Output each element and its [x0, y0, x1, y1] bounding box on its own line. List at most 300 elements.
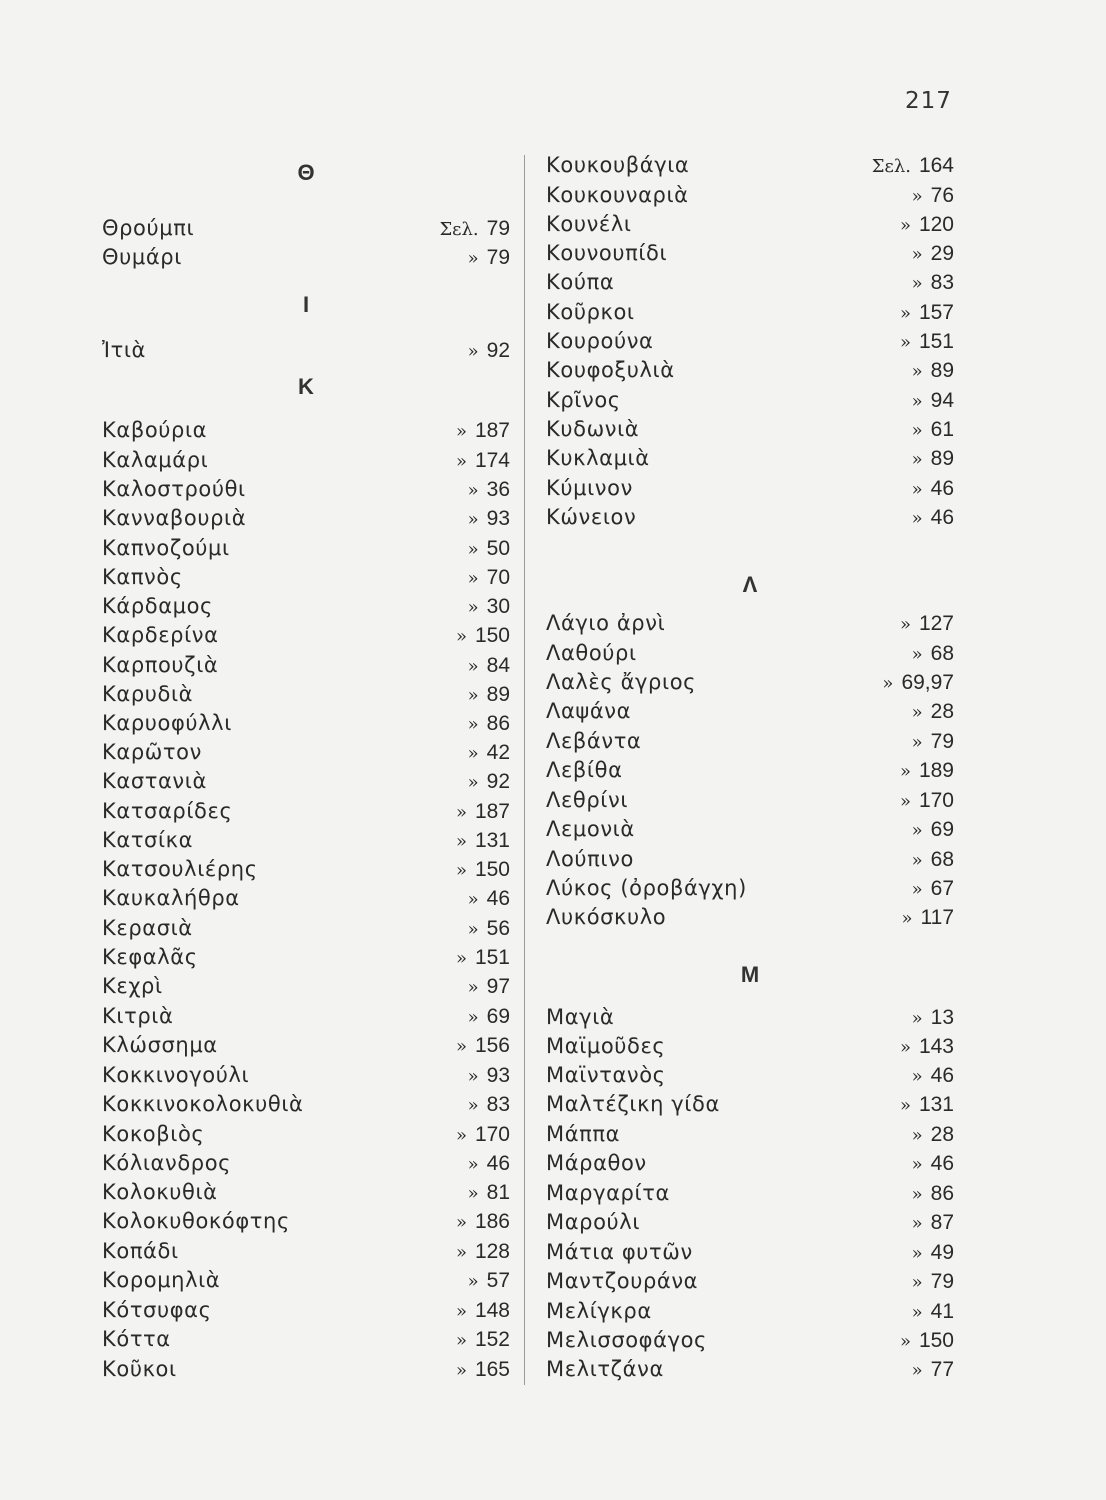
section-letter-heading: Θ [297, 160, 315, 185]
ditto-mark: » [911, 1125, 923, 1146]
index-entry [544, 1208, 956, 1237]
page-reference [468, 1178, 510, 1208]
page-number-ref: 148 [474, 1299, 510, 1322]
page-reference [912, 386, 954, 416]
page-reference [900, 786, 954, 816]
index-entry [544, 668, 956, 697]
ditto-mark: » [455, 948, 467, 969]
page-reference [912, 1061, 954, 1091]
index-entry [100, 1207, 512, 1236]
ditto-mark: » [911, 879, 923, 900]
index-entry [100, 621, 512, 650]
index-entry [544, 327, 956, 356]
index-term: Λαλὲς ἄγριος [546, 670, 697, 694]
ditto-mark: » [467, 1154, 479, 1175]
page-reference [882, 668, 954, 698]
index-entry [100, 709, 512, 738]
page-number-ref: 41 [930, 1300, 954, 1323]
index-term: Μάραθον [546, 1151, 647, 1175]
index-term: Κατσαρίδες [102, 799, 233, 823]
page-reference [456, 826, 510, 856]
page-reference [468, 1266, 510, 1296]
ditto-mark: » [455, 1330, 467, 1351]
index-term: Κοῦκοι [102, 1357, 177, 1381]
page-reference [912, 503, 954, 533]
index-entry [544, 1149, 956, 1178]
index-entry [100, 563, 512, 592]
page-reference [468, 1090, 510, 1120]
page-reference [900, 210, 954, 240]
page-reference [872, 151, 954, 181]
page-number-ref: 170 [918, 789, 954, 812]
page-number-ref: 69,97 [901, 671, 954, 694]
page-number-ref: 187 [474, 800, 510, 823]
ditto-mark: » [467, 685, 479, 706]
index-term: Ἰτιὰ [102, 338, 146, 362]
ditto-mark: » [899, 1037, 911, 1058]
page-reference [912, 845, 954, 875]
page-reference [456, 1120, 510, 1150]
ditto-mark: » [455, 802, 467, 823]
page-reference [468, 336, 510, 366]
page-reference [902, 903, 955, 933]
index-term: Μελιτζάνα [546, 1357, 664, 1381]
page-number-ref: 92 [486, 770, 510, 793]
page-number-ref: 174 [474, 449, 510, 472]
ditto-mark: » [455, 451, 467, 472]
page-reference [912, 1355, 954, 1385]
page-number-ref: 77 [930, 1358, 954, 1381]
page-number-ref: 89 [930, 447, 954, 470]
page-reference [912, 181, 954, 211]
ditto-mark: » [911, 420, 923, 441]
ditto-mark: » [911, 1213, 923, 1234]
page-number: 217 [905, 88, 952, 114]
index-entry [544, 1267, 956, 1296]
page-number-ref: 89 [930, 359, 954, 382]
index-term: Κοῦρκοι [546, 300, 635, 324]
index-entry [100, 336, 512, 365]
page-number-ref: 93 [486, 507, 510, 530]
page-number-ref: 120 [918, 213, 954, 236]
page-reference [468, 592, 510, 622]
page-reference [468, 563, 510, 593]
ditto-mark: » [911, 273, 923, 294]
page-reference [468, 475, 510, 505]
index-entry [544, 845, 956, 874]
index-entry [100, 680, 512, 709]
index-term: Λάγιο ἀρνὶ [546, 611, 666, 635]
ditto-mark: » [467, 480, 479, 501]
page-number-ref: 79 [930, 1270, 954, 1293]
index-entry [544, 874, 956, 903]
index-entry [544, 609, 956, 638]
page-number-ref: 165 [474, 1358, 510, 1381]
page-number-ref: 131 [474, 829, 510, 852]
index-term: Κλώσσημα [102, 1033, 218, 1057]
ditto-mark: » [899, 215, 911, 236]
index-entry [100, 1266, 512, 1295]
ditto-mark: » [899, 332, 911, 353]
index-entry [100, 1355, 512, 1384]
page-number-ref: 36 [486, 478, 510, 501]
ditto-mark: » [899, 1331, 911, 1352]
index-term: Μάππα [546, 1122, 621, 1146]
ditto-mark: » [911, 1360, 923, 1381]
page-number-ref: 76 [930, 184, 954, 207]
index-term: Κόττα [102, 1327, 171, 1351]
index-term: Καρυδιὰ [102, 682, 194, 706]
index-entry [544, 815, 956, 844]
page-reference [456, 1237, 510, 1267]
page-reference [456, 416, 510, 446]
index-entry [544, 298, 956, 327]
page-reference [912, 874, 954, 904]
ditto-mark: » [467, 539, 479, 560]
index-term: Κόλιανδρος [102, 1151, 232, 1175]
index-term: Καρπουζιὰ [102, 653, 219, 677]
index-term: Μαργαρίτα [546, 1181, 670, 1205]
page-reference [468, 1149, 510, 1179]
index-term: Κερασιὰ [102, 916, 193, 940]
page-reference [912, 444, 954, 474]
page-reference [912, 727, 954, 757]
page-reference [468, 243, 510, 273]
page-number-ref: 70 [486, 566, 510, 589]
page-reference [456, 446, 510, 476]
page-number-ref: 29 [930, 242, 954, 265]
page-reference [912, 697, 954, 727]
page-number-ref: 94 [930, 389, 954, 412]
ditto-mark: » [899, 791, 911, 812]
page-number-ref: 189 [918, 759, 954, 782]
index-entry [544, 503, 956, 532]
ditto-mark: » [467, 341, 479, 362]
page-reference [900, 298, 954, 328]
page-number-ref: 150 [918, 1329, 954, 1352]
ditto-mark: » [467, 977, 479, 998]
page-reference [900, 327, 954, 357]
ditto-mark: Σελ. [871, 156, 911, 177]
index-entry [100, 243, 512, 272]
index-entry [100, 797, 512, 826]
index-entry [100, 767, 512, 796]
index-term: Κότσυφας [102, 1298, 212, 1322]
index-entry [544, 415, 956, 444]
page-number-ref: 49 [930, 1241, 954, 1264]
index-entry [544, 1032, 956, 1061]
ditto-mark: » [467, 656, 479, 677]
page-number-ref: 28 [930, 1123, 954, 1146]
index-entry [100, 1061, 512, 1090]
index-entry [544, 756, 956, 785]
index-term: Κατσίκα [102, 828, 194, 852]
index-term: Κορομηλιὰ [102, 1268, 221, 1292]
index-entry [100, 1090, 512, 1119]
page-reference [468, 504, 510, 534]
ditto-mark: » [911, 702, 923, 723]
ditto-mark: » [911, 1302, 923, 1323]
section-letter-heading: Ι [302, 292, 310, 317]
index-term: Λεθρίνι [546, 788, 629, 812]
page-number-ref: 87 [930, 1211, 954, 1234]
index-entry [544, 1238, 956, 1267]
page-number-ref: 42 [486, 741, 510, 764]
page-reference [468, 680, 510, 710]
ditto-mark: » [455, 1242, 467, 1263]
page-number-ref: 86 [930, 1182, 954, 1205]
page-number-ref: 150 [474, 858, 510, 881]
page-number-ref: 84 [486, 654, 510, 677]
page-number-ref: 69 [930, 818, 954, 841]
index-term: Κάρδαμος [102, 594, 213, 618]
ditto-mark: » [455, 1301, 467, 1322]
page-number-ref: 79 [930, 730, 954, 753]
ditto-mark: » [467, 919, 479, 940]
index-term: Καβούρια [102, 418, 208, 442]
index-term: Μαϊμοῦδες [546, 1034, 666, 1058]
index-entry [544, 1297, 956, 1326]
ditto-mark: » [455, 831, 467, 852]
index-entry [544, 474, 956, 503]
index-term: Μελισσοφάγος [546, 1328, 707, 1352]
index-term: Θυμάρι [102, 245, 182, 269]
ditto-mark: » [899, 761, 911, 782]
section-letter-heading: Λ [742, 572, 758, 597]
index-term: Θρούμπι [102, 216, 195, 240]
ditto-mark: » [455, 1360, 467, 1381]
ditto-mark: » [467, 509, 479, 530]
ditto-mark: » [467, 1095, 479, 1116]
page-reference [912, 815, 954, 845]
index-entry [544, 239, 956, 268]
section-letter-heading: Μ [740, 962, 760, 987]
index-term: Κουνουπίδι [546, 241, 668, 265]
index-entry [100, 1149, 512, 1178]
index-term: Καρυοφύλλι [102, 711, 232, 735]
page-reference [468, 738, 510, 768]
page-number-ref: 56 [486, 917, 510, 940]
index-entry [544, 1120, 956, 1149]
index-entry [100, 214, 512, 243]
index-term: Καυκαλήθρα [102, 886, 240, 910]
page-reference [912, 239, 954, 269]
index-term: Κούπα [546, 270, 615, 294]
index-term: Κουφοξυλιὰ [546, 358, 675, 382]
index-term: Μαγιὰ [546, 1005, 615, 1029]
page-number-ref: 28 [930, 700, 954, 723]
ditto-mark: » [467, 1271, 479, 1292]
ditto-mark: » [467, 568, 479, 589]
index-entry [544, 268, 956, 297]
index-entry [544, 786, 956, 815]
index-term: Λεβάντα [546, 729, 642, 753]
page-reference [456, 1325, 510, 1355]
index-entry [100, 738, 512, 767]
index-term: Κατσουλιέρης [102, 857, 258, 881]
index-term: Καρδερίνα [102, 623, 219, 647]
page-reference [912, 1267, 954, 1297]
page-number-ref: 50 [486, 537, 510, 560]
page-number-ref: 151 [918, 330, 954, 353]
index-term: Κεχρὶ [102, 974, 163, 998]
ditto-mark: » [899, 1095, 911, 1116]
index-term: Καλαμάρι [102, 448, 209, 472]
index-entry [100, 972, 512, 1001]
ditto-mark: » [467, 248, 479, 269]
index-entry [544, 356, 956, 385]
ditto-mark: Σελ. [439, 219, 479, 240]
page-reference [468, 884, 510, 914]
page-number-ref: 46 [930, 1064, 954, 1087]
index-term: Κανναβουριὰ [102, 506, 247, 530]
page-number-ref: 83 [930, 271, 954, 294]
index-entry [544, 210, 956, 239]
ditto-mark: » [911, 850, 923, 871]
page-reference [456, 943, 510, 973]
page-reference [912, 474, 954, 504]
index-term: Κοκκινογούλι [102, 1063, 250, 1087]
index-term: Μαϊντανὸς [546, 1063, 666, 1087]
page-reference [900, 1090, 954, 1120]
page-number-ref: 69 [486, 1005, 510, 1028]
index-term: Κοκοβιὸς [102, 1122, 205, 1146]
page-number-ref: 156 [474, 1034, 510, 1057]
page-number-ref: 151 [474, 946, 510, 969]
index-term: Μαρούλι [546, 1210, 641, 1234]
ditto-mark: » [467, 889, 479, 910]
index-entry [100, 1031, 512, 1060]
index-entry [100, 1002, 512, 1031]
page-number-ref: 92 [486, 339, 510, 362]
index-entry [100, 475, 512, 504]
page-reference [456, 855, 510, 885]
index-term: Καπνοζούμι [102, 536, 230, 560]
page-number-ref: 46 [930, 506, 954, 529]
page-reference [439, 214, 510, 244]
page-number-ref: 13 [930, 1006, 954, 1029]
index-entry [544, 1061, 956, 1090]
index-entry [100, 651, 512, 680]
column-divider [524, 155, 525, 1385]
index-entry [100, 1296, 512, 1325]
page-number-ref: 67 [930, 877, 954, 900]
ditto-mark: » [911, 1243, 923, 1264]
ditto-mark: » [911, 644, 923, 665]
ditto-mark: » [911, 1154, 923, 1175]
index-term: Καπνὸς [102, 565, 183, 589]
page-reference [912, 1003, 954, 1033]
ditto-mark: » [455, 626, 467, 647]
page-reference [912, 1179, 954, 1209]
index-term: Κολοκυθοκόφτης [102, 1209, 290, 1233]
page-reference [912, 268, 954, 298]
index-term: Λαψάνα [546, 699, 632, 723]
index-entry [544, 697, 956, 726]
page-number-ref: 131 [918, 1093, 954, 1116]
page-number-ref: 46 [486, 887, 510, 910]
page-number-ref: 187 [474, 419, 510, 442]
ditto-mark: » [455, 1212, 467, 1233]
index-entry [544, 1090, 956, 1119]
index-entry [544, 639, 956, 668]
ditto-mark: » [911, 820, 923, 841]
ditto-mark: » [882, 673, 894, 694]
index-entry [100, 1178, 512, 1207]
ditto-mark: » [455, 860, 467, 881]
ditto-mark: » [467, 743, 479, 764]
page-reference [468, 709, 510, 739]
page-number-ref: 46 [930, 477, 954, 500]
index-entry [100, 534, 512, 563]
ditto-mark: » [899, 303, 911, 324]
index-term: Λύκος (ὀροβάγχη) [546, 876, 747, 900]
page-reference [468, 651, 510, 681]
page-number-ref: 127 [918, 612, 954, 635]
index-term: Κεφαλᾶς [102, 945, 198, 969]
page-reference [468, 972, 510, 1002]
ditto-mark: » [911, 186, 923, 207]
index-term: Λυκόσκυλο [546, 905, 667, 929]
page-number-ref: 152 [474, 1328, 510, 1351]
ditto-mark: » [911, 361, 923, 382]
ditto-mark: » [911, 1008, 923, 1029]
index-entry [100, 914, 512, 943]
index-term: Κοπάδι [102, 1239, 179, 1263]
index-entry [544, 727, 956, 756]
index-entry [544, 1003, 956, 1032]
index-entry [544, 386, 956, 415]
index-entry [100, 504, 512, 533]
index-term: Μαντζουράνα [546, 1269, 699, 1293]
page-reference [912, 1238, 954, 1268]
ditto-mark: » [911, 1066, 923, 1087]
ditto-mark: » [911, 479, 923, 500]
index-entry [544, 151, 956, 180]
page-reference [912, 1120, 954, 1150]
ditto-mark: » [455, 1125, 467, 1146]
index-entry [100, 416, 512, 445]
page-number-ref: 86 [486, 712, 510, 735]
index-term: Κολοκυθιὰ [102, 1180, 218, 1204]
page-reference [912, 1149, 954, 1179]
page-reference [912, 1297, 954, 1327]
page-reference [468, 1061, 510, 1091]
ditto-mark: » [911, 508, 923, 529]
index-entry [544, 1179, 956, 1208]
page-reference [456, 1031, 510, 1061]
page-reference [912, 1208, 954, 1238]
index-entry [100, 826, 512, 855]
page-reference [468, 914, 510, 944]
page-number-ref: 57 [486, 1269, 510, 1292]
index-term: Κουρούνα [546, 329, 654, 353]
index-term: Κυδωνιὰ [546, 417, 640, 441]
index-term: Κουκουναριὰ [546, 183, 689, 207]
section-letter-heading: Κ [298, 374, 314, 399]
page-number-ref: 68 [930, 642, 954, 665]
index-entry [100, 592, 512, 621]
page-reference [900, 1032, 954, 1062]
ditto-mark: » [467, 714, 479, 735]
page-reference [456, 1355, 510, 1385]
index-term: Καστανιὰ [102, 769, 207, 793]
page-reference [468, 767, 510, 797]
ditto-mark: » [911, 732, 923, 753]
page-reference [900, 609, 954, 639]
index-term: Κοκκινοκολοκυθιὰ [102, 1092, 304, 1116]
index-term: Κώνειον [546, 505, 637, 529]
